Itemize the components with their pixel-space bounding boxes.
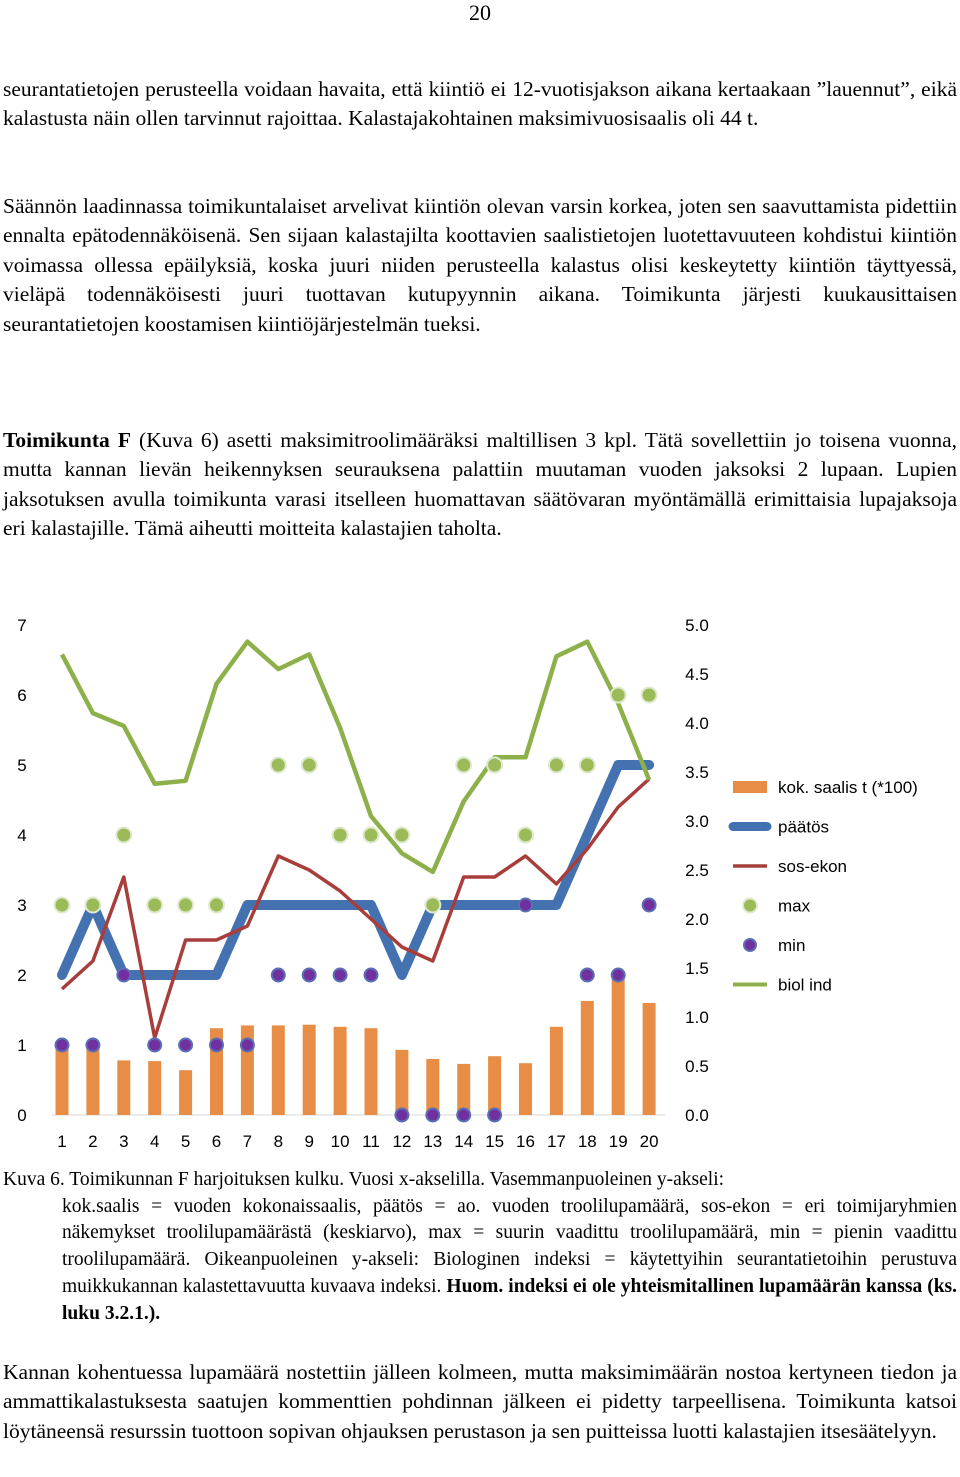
- legend-swatch-max: [743, 899, 757, 913]
- y-left-tick-label: 5: [17, 756, 27, 775]
- x-tick-label: 17: [546, 1132, 566, 1151]
- legend-label: sos-ekon: [778, 857, 847, 876]
- caption-label: Kuva 6.: [3, 1169, 65, 1190]
- marker-min: [86, 1039, 99, 1052]
- x-tick-label: 9: [304, 1132, 314, 1151]
- x-tick-label: 19: [608, 1132, 628, 1151]
- y-right-tick-label: 3.5: [685, 763, 709, 782]
- legend-label: kok. saalis t (*100): [778, 778, 918, 797]
- bar-kok-saalis: [148, 1061, 161, 1115]
- x-tick-label: 2: [88, 1132, 98, 1151]
- marker-max: [456, 758, 471, 773]
- y-right-tick-label: 1.5: [685, 959, 709, 978]
- x-tick-label: 10: [330, 1132, 350, 1151]
- marker-min: [426, 1109, 439, 1122]
- marker-min: [457, 1109, 470, 1122]
- bar-kok-saalis: [272, 1025, 285, 1115]
- marker-min: [395, 1109, 408, 1122]
- x-tick-label: 1: [57, 1132, 67, 1151]
- paragraph-4: Kannan kohentuessa lupamäärä nostettiin jälleen kolmeen, mutta maksimimäärän nostoa kertyneen tiedon ja ammattikalastuksesta saatujen kommenttien pohdinnan jälkeen ei pidetty tarpeellisena. Toimikunta katsoi löytäneensä resurssin tuottoon sopivan ohjauksen perustason ja sen puitteissa luotti kalastajien itsesäätelyyn.: [3, 1360, 957, 1443]
- marker-max: [147, 898, 162, 913]
- marker-max: [611, 688, 626, 703]
- bar-kok-saalis: [488, 1056, 501, 1115]
- y-right-tick-label: 0.5: [685, 1057, 709, 1076]
- bar-kok-saalis: [365, 1028, 378, 1115]
- marker-min: [117, 969, 130, 982]
- paragraph-2: Säännön laadinnassa toimikuntalaiset arvelivat kiintiön olevan varsin korkea, joten sen saavuttamista pidettiin ennalta epätodennäköisenä. Sen sijaan kalastajilta koottavien saalistietojen luotettavuuteen kohdistui kiintiön voimassa ollessa epäilyksiä, koska juuri niiden perusteella kalastus olisi keskeytetty kiintiön täyttyessä, vieläpä todennäköisesti juuri tuottavan kutupyynnin aikana. Toimikunta järjesti kuukausittaisen seurantatietojen koostamisen kiintiöjärjestelmän tueksi.: [3, 194, 957, 336]
- marker-max: [302, 758, 317, 773]
- y-left-tick-label: 6: [17, 686, 27, 705]
- x-tick-label: 16: [516, 1132, 535, 1151]
- bar-kok-saalis: [117, 1060, 130, 1115]
- y-left-tick-label: 4: [17, 826, 27, 845]
- bar-kok-saalis: [550, 1027, 563, 1115]
- x-tick-label: 14: [454, 1132, 474, 1151]
- marker-min: [643, 899, 656, 912]
- y-left-tick-label: 1: [17, 1036, 27, 1055]
- x-tick-label: 4: [149, 1132, 160, 1151]
- bar-kok-saalis: [612, 976, 625, 1115]
- paragraph-1: seurantatietojen perusteella voidaan havaita, että kiintiö ei 12-vuotisjakson aikana kertaakaan ”lauennut”, eikä kalastusta näin ollen tarvinnut rajoittaa. Kalastajakohtainen maksimivuosisaalis oli 44 t.: [3, 77, 957, 131]
- x-tick-label: 3: [119, 1132, 129, 1151]
- marker-max: [209, 898, 224, 913]
- y-right-tick-label: 0.0: [685, 1106, 709, 1125]
- y-left-tick-label: 2: [17, 966, 27, 985]
- marker-max: [116, 828, 131, 843]
- line-biol-ind: [62, 642, 649, 872]
- marker-min: [303, 969, 316, 982]
- marker-max: [518, 828, 533, 843]
- marker-max: [425, 898, 440, 913]
- marker-min: [210, 1039, 223, 1052]
- marker-min: [488, 1109, 501, 1122]
- bar-kok-saalis: [426, 1059, 439, 1115]
- marker-max: [178, 898, 193, 913]
- bar-kok-saalis: [643, 1003, 656, 1115]
- marker-min: [179, 1039, 192, 1052]
- y-right-tick-label: 5.0: [685, 616, 709, 635]
- x-tick-label: 5: [180, 1132, 191, 1151]
- y-right-tick-label: 3.0: [685, 812, 709, 831]
- marker-min: [612, 969, 625, 982]
- bar-kok-saalis: [519, 1063, 532, 1115]
- x-tick-label: 20: [639, 1132, 659, 1151]
- marker-min: [581, 969, 594, 982]
- x-tick-label: 8: [273, 1132, 284, 1151]
- marker-max: [271, 758, 286, 773]
- paragraph-3: [3, 426, 957, 544]
- bar-kok-saalis: [86, 1047, 99, 1115]
- marker-max: [487, 758, 502, 773]
- marker-max: [364, 828, 379, 843]
- marker-min: [365, 969, 378, 982]
- caption-note: Huom. indeksi ei ole yhteismitallinen lupamäärän kanssa (ks. luku 3.2.1.).: [62, 1275, 958, 1324]
- y-left-tick-label: 0: [17, 1106, 27, 1125]
- page-number: 20: [469, 0, 491, 25]
- y-right-tick-label: 4.5: [685, 665, 709, 684]
- caption-first-line: Toimikunnan F harjoituksen kulku. Vuosi x-akselilla. Vasemmanpuoleinen y-akseli:: [64, 1169, 725, 1190]
- marker-min: [272, 969, 285, 982]
- bar-kok-saalis: [334, 1027, 347, 1115]
- legend-label: max: [778, 896, 811, 916]
- line-paatos: [62, 765, 649, 975]
- y-left-tick-label: 3: [17, 896, 27, 915]
- bar-kok-saalis: [303, 1025, 316, 1115]
- y-right-tick-label: 2.5: [685, 861, 709, 880]
- paragraph-3-lead: Toimikunta F: [3, 428, 131, 452]
- marker-max: [55, 898, 70, 913]
- marker-max: [333, 828, 348, 843]
- x-tick-label: 13: [423, 1132, 443, 1151]
- bar-kok-saalis: [457, 1064, 470, 1115]
- caption-body-text: kok.saalis = vuoden kokonaissaalis, päätös = ao. vuoden troolilupamäärä, sos-ekon = eri toimijaryhmien näkemykset troolilupamäärästä (keskiarvo), max = suurin vaadittu troolilupamäärä, min = pienin vaadittu troolilupamäärä. Oikeanpuoleinen y-akseli: Biologinen indeksi = käytettyihin seurantatietoihin perustuva muikkukannan kalastettavuutta kuvaava indeksi.: [62, 1195, 957, 1297]
- figure-6-chart: [0, 600, 960, 1160]
- y-right-tick-label: 1.0: [685, 1008, 709, 1027]
- x-tick-label: 11: [362, 1132, 380, 1151]
- legend-swatch-bar: [733, 781, 767, 793]
- bar-kok-saalis: [179, 1070, 192, 1115]
- x-tick-label: 15: [485, 1132, 505, 1151]
- legend-swatch-min: [744, 939, 756, 951]
- caption-body: [3, 1194, 957, 1328]
- bar-kok-saalis: [395, 1050, 408, 1115]
- figure-caption: [3, 1167, 957, 1327]
- y-right-tick-label: 2.0: [685, 910, 709, 929]
- x-tick-label: 6: [211, 1132, 222, 1151]
- marker-min: [148, 1039, 161, 1052]
- marker-max: [85, 898, 100, 913]
- x-tick-label: 18: [577, 1132, 597, 1151]
- x-tick-label: 12: [392, 1132, 412, 1151]
- marker-max: [642, 688, 657, 703]
- y-left-tick-label: 7: [17, 616, 27, 635]
- marker-max: [549, 758, 564, 773]
- legend-label: min: [778, 936, 806, 955]
- chart-svg: [0, 600, 960, 1160]
- marker-min: [56, 1039, 69, 1052]
- x-tick-label: 7: [242, 1132, 253, 1151]
- marker-max: [394, 828, 409, 843]
- y-right-tick-label: 4.0: [685, 714, 709, 733]
- marker-min: [241, 1039, 254, 1052]
- bar-kok-saalis: [581, 1001, 594, 1115]
- marker-min: [334, 969, 347, 982]
- paragraph-3-body: (Kuva 6) asetti maksimitroolimääräksi maltillisen 3 kpl. Tätä sovellettiin jo toisena vuonna, mutta kannan lievän heikennyksen seurauksena palattiin muutaman vuoden jaksoksi 2 lupaan. Lupien jaksotuksen avulla toimikunta varasi itselleen huomattavan säätövaran myöntämällä erimittaisia lupajaksoja eri kalastajille. Tämä aiheutti moitteita kalastajien taholta.: [3, 428, 958, 541]
- legend-label: biol ind: [778, 975, 832, 995]
- marker-min: [519, 899, 532, 912]
- marker-max: [580, 758, 595, 773]
- bar-kok-saalis: [56, 1047, 69, 1115]
- legend-label: päätös: [778, 817, 830, 837]
